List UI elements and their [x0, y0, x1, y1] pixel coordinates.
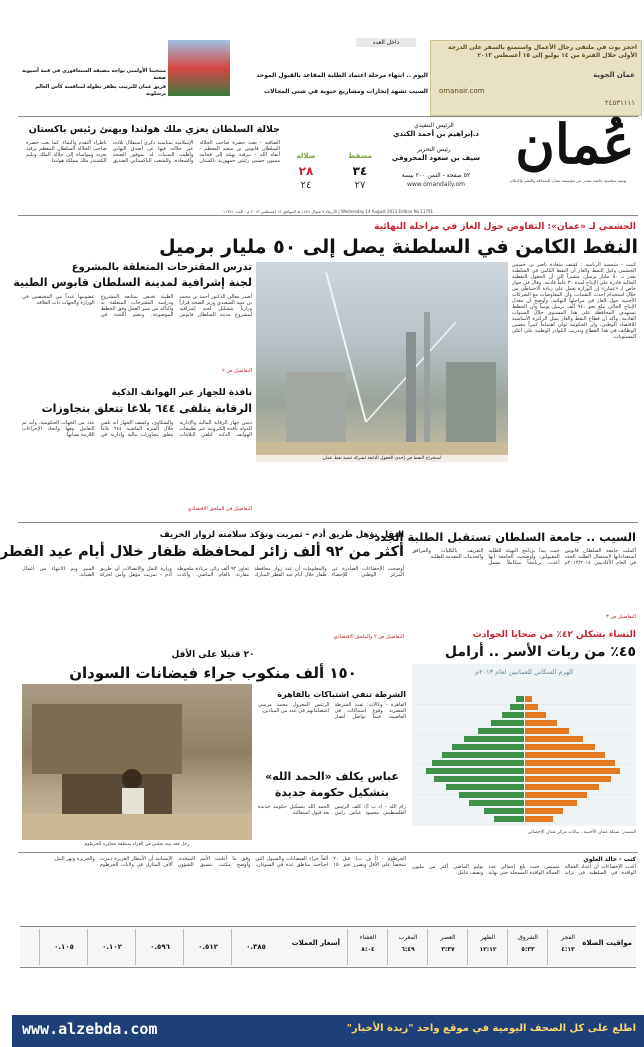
pages-info: ٥٢ صفحة - الثمن ٢٠٠ بيسة: [401, 172, 471, 179]
pyramid-bar-male: [478, 728, 524, 734]
ad-website: omanair.com: [439, 87, 485, 95]
inside-item-1[interactable]: اليوم .. انتهاء مرحلة اعتماد الطلبة المقاعد بالقبول الموحد: [256, 72, 428, 79]
pyramid-bar-male: [469, 800, 524, 806]
divider: [18, 215, 638, 216]
divider: [18, 522, 638, 523]
pyramid-bar-male: [510, 704, 524, 710]
hotlines-kicker[interactable]: نافذة للجهاز عبر الهواتف الذكية: [111, 388, 252, 398]
sudan-kicker[interactable]: ٢٠ قتيلا على الأقل: [171, 650, 255, 660]
weather-box: [282, 152, 384, 196]
pyramid-bar-female: [525, 800, 577, 806]
pyramid-bar-female: [525, 808, 563, 814]
sports-item-1[interactable]: منتخبنا الأولمبي يواجه مضيفه السنغافوري في قمة آسيوية صعبة: [22, 68, 166, 81]
dhofar-headline[interactable]: أكثر من ٩٢ ألف زائر لمحافظة ظفار خلال أيام عيد الفطر: [0, 544, 404, 560]
sports-item-2[interactable]: فريق عمان للترتيب يظفر بطولة لمنافسة كأس العالم برشلونة: [35, 84, 166, 97]
iraq-body: رام الله - (د ب أ): كلف الرئيس الفلسطيني محمود عباس رامي الحمد الله بتشكيل حكومة جديدة بعد قبول استقالته.: [258, 804, 406, 816]
pyramid-bar-female: [525, 760, 615, 766]
pyramid-bar-male: [484, 808, 524, 814]
inside-item-2[interactable]: السيب تشهد إنجازات ومشاريع حيوية في شتى المجالات: [264, 88, 428, 95]
pyramid-bar-male: [432, 760, 524, 766]
prayer-cell: [387, 929, 428, 965]
prayer-name: العصر: [440, 934, 456, 941]
prayer-cell: [507, 929, 548, 965]
pyramid-bar-male: [452, 744, 524, 750]
egypt-body: القاهرة - وكالات: نفت الشرطة المصرية وقوع اشتباكات في العاصمة، فيما تواصل أنصار الرئيس المعزول محمد مرسي اعتصاماتهم في عدد من الميادين.: [258, 702, 406, 720]
prayer-cell: [547, 929, 588, 965]
hotlines-headline[interactable]: الرقابة يتلقى ٦٤٤ بلاغا تتعلق بتجاوزات: [41, 402, 252, 415]
prayer-times: [348, 929, 588, 965]
khalid-body: أكدت الإحصاءات أن أعداد العمالة الوافدة في السلطنة في تزايد مستمر، حيث بلغ إجمالي عدد العمالة الوافدة المسجلة حتى نهاية يوليو الماضي أكثر من مليون ونصف عامل.: [412, 864, 636, 876]
lead-body: كتبت - شمسة الريامية : كشف سعادة ناصر بن خميس الجشمي وكيل النفط والغاز أن النفط الكامن في السلطنة يقدر بـ ٥٠ مليار برميل، مشيراً إلى أن الحقول النفطية الحالية قادرة على الإنتاج لمدة ٣٠ عاماً قادمة. وقال في حوار خاص لـ «عمان» إن الوزارة تعمل على زيادة الاحتياطي من خلال استخدام أحدث التقنيات، وأن المفاوضات مع الشركات الأجنبية حول الغاز في مراحلها النهائية. وأوضح أن معدل الإنتاج الحالي يبلغ نحو ٩٤٠ ألف برميل يومياً وأن الخطط تستهدف المحافظة على هذا المستوى خلال السنوات القادمة. وأكد أن قطاع النفط والغاز يمثل الركيزة الأساسية للاقتصاد الوطني، وأن الحكومة تولي اهتماماً كبيراً بتعمين الوظائف في هذا القطاع وتدريب الكوادر الوطنية على أعلى المستويات.: [512, 262, 636, 340]
masthead-tagline: يومية سياسية جامعة تصدر عن مؤسسة عمان للصحافة والنشر والإعلان: [509, 178, 627, 183]
currency-cell: ٠.٥٩٦: [135, 929, 184, 965]
prayer-time: ٤:١٣: [561, 946, 575, 953]
pyramid-bar-male: [459, 792, 524, 798]
refinery-photo: [256, 262, 508, 462]
refinery-caption: استخراج النفط في إحدى الحقول التابعة لشركة تنمية نفط عمان: [256, 455, 508, 462]
website-url[interactable]: www.omandaily.om: [406, 181, 465, 188]
founder-label: الرئيس التنفيذي: [414, 122, 454, 129]
prayer-name: الشروق: [518, 934, 538, 941]
prayer-label: مواقيت الصلاة: [582, 939, 632, 947]
pyramid-bar-female: [525, 728, 569, 734]
currency-cell: ٠.١٠٥: [39, 929, 88, 965]
hotlines-more[interactable]: التفاصيل في الملحق الاقتصادي: [187, 506, 252, 512]
pyramid-bar-female: [525, 784, 599, 790]
weather-city-1-low: ٢٧: [354, 180, 366, 191]
prayer-cell: [347, 929, 388, 965]
prayer-time: ٦:٤٩: [401, 946, 415, 953]
prayer-time: ٨:٠٤: [361, 946, 375, 953]
weather-city-2-high: ٢٨: [298, 164, 314, 178]
seeb-headline[interactable]: السيب .. جامعة السلطان تستقبل الطلبة الجدد: [374, 530, 636, 544]
pyramid-bar-female: [525, 704, 538, 710]
prayer-cell: [467, 929, 508, 965]
iraq-headline[interactable]: بتشكيل حكومة جديدة: [274, 786, 390, 799]
hotlines-body: دشن جهاز الرقابة المالية والإدارية للدولة نافذة إلكترونية عبر تطبيقات الهواتف الذكية لتلقي البلاغات والشكاوى، وكشف الجهاز أنه تلقى خلال الفترة الماضية ٦٤٤ بلاغاً تتعلق بتجاوزات مالية وإدارية في عدد من الجهات الحكومية، وأنه تم التعامل معها واتخاذ الإجراءات اللازمة بشأنها.: [22, 420, 252, 438]
pyramid-bar-female: [525, 720, 557, 726]
ad-airline: عمان الجوية: [593, 71, 635, 79]
bottom-banner[interactable]: [12, 1015, 644, 1047]
prayer-time: ٥:٣٣: [521, 946, 535, 953]
pakistan-headline[interactable]: جلالة السلطان يعزي ملك هولندا ويهنئ رئيس باكستان: [28, 124, 280, 135]
pyramid-bar-male: [426, 768, 524, 774]
pyramid-bar-male: [434, 776, 524, 782]
weather-city-1: مسقط: [348, 152, 372, 160]
ad-phone: ٢٤٥٣١١١١: [604, 99, 635, 107]
pyramid-bar-female: [525, 736, 583, 742]
pyramid-bar-female: [525, 768, 620, 774]
lead-headline[interactable]: النفط الكامن في السلطنة يصل إلى ٥٠ مليار برميل: [159, 236, 638, 258]
prayer-time: ٣:٣٧: [441, 946, 455, 953]
ad-headline: احجز بوث في ملتقى رجال الأعمال واستمتع بالسفر على الدرجة الأولى خلال الفترة من ١٤ يوليو إلى ١٥ أغسطس ٢٠١٣: [447, 44, 637, 59]
pyramid-chart: [412, 664, 636, 826]
pyramid-bar-male: [446, 784, 524, 790]
iraq-kicker[interactable]: عباس يكلف «الحمد الله»: [265, 770, 399, 783]
divider: [18, 852, 638, 853]
currency-cell: ٠.٥١٢: [183, 929, 232, 965]
qaboos-kicker[interactable]: تدرس المقترحات المتعلقة بالمشروع: [71, 262, 252, 273]
women-kicker[interactable]: النساء يشكلن ٤٢٪ من ضحايا الحوادث: [472, 630, 636, 640]
qaboos-more[interactable]: التفاصيل ص ٢: [222, 368, 252, 374]
dhofar-kicker[interactable]: النقل تؤهل طريق أدم - ثمريت وتؤكد سلامته لزوار الخريف: [159, 530, 404, 540]
info-table: [20, 926, 636, 968]
sudan-photo: [22, 684, 252, 840]
currency-label: أسعار العملات: [291, 939, 340, 947]
currency-values: [40, 929, 280, 965]
pyramid-bar-female: [525, 712, 546, 718]
sudan-caption: رجل فقد بيته يجلس في العراء بمنطقة مجاورة للخرطوم: [84, 842, 190, 847]
issue-tag: داخل العدد: [356, 38, 416, 47]
qaboos-headline[interactable]: لجنة إشرافية لمدينة السلطان قابوس الطبية: [13, 276, 252, 289]
pyramid-bar-female: [525, 744, 595, 750]
banner-url: www.alzebda.com: [22, 1020, 158, 1038]
refinery-illustration: [256, 262, 508, 462]
prayer-name: الظهر: [480, 934, 496, 941]
dhofar-more[interactable]: التفاصيل ص ٢ والملحق الاقتصادي: [333, 634, 404, 640]
prayer-time: ١٢:١٢: [479, 946, 497, 953]
pyramid-bar-female: [525, 696, 532, 702]
weather-city-2-low: ٢٤: [300, 180, 312, 191]
prayer-cell: [427, 929, 468, 965]
masthead-logo: عُمان: [515, 112, 635, 176]
editor-name: سيف بن سعود المحروقي: [391, 154, 481, 162]
sudan-illustration: [22, 684, 252, 840]
top-bar: [12, 0, 644, 36]
lead-kicker[interactable]: الجشمي لـ «عمان»: التفاوض حول الغاز في مراحله النهائية: [374, 222, 636, 232]
pyramid-bar-female: [525, 752, 605, 758]
sudan-headline[interactable]: ١٥٠ ألف منكوب جراء فيضانات السودان: [69, 664, 357, 682]
pyramid-bar-male: [491, 720, 524, 726]
prayer-name: العشاء: [359, 934, 377, 941]
dhofar-body: أوضحت الإحصاءات الصادرة عن المركز الوطني للإحصاء والمعلومات أن عدد زوار محافظة ظفار خلال أيام عيد الفطر المبارك تجاوز ٩٢ ألف زائر، بزيادة ملحوظة مقارنة بالعام الماضي. وأكدت وزارة النقل والاتصالات أن طريق أدم - ثمريت مؤهل وآمن لحركة السير وتم الانتهاء من أعمال الصيانة.: [22, 566, 404, 578]
prayer-name: المغرب: [398, 934, 418, 941]
women-headline[interactable]: ٤٥٪ من ربات الأسر .. أرامل: [444, 644, 636, 660]
prayer-name: الفجر: [561, 934, 575, 941]
pyramid-bar-male: [502, 712, 524, 718]
khalid-kicker[interactable]: كتب - خالد العلوي: [583, 856, 636, 863]
weather-city-2: صلالة: [296, 152, 316, 160]
pyramid-bar-female: [525, 792, 587, 798]
pakistan-body: الصافية - بعث حضرة صاحب الجلالة السلطان قابوس بن سعيد المعظم - أبقاه الله - ببرقية تهنئة إلى فخامة ممنون حسين رئيس جمهورية باكستان الإسلامية بمناسبة ذكرى استقلال بلاده، عبر جلالته فيها عن أصدق التهاني وأطيب التمنيات له بموفور الصحة والسعادة، وللشعب الباكستاني الصديق باطراد التقدم والنماء. كما بعث حضرة صاحب الجلالة السلطان المعظم برقية تعزية ومواساة إلى جلالة الملك ويليم ألكسندر ملك مملكة هولندا.: [26, 140, 280, 164]
pyramid-bar-female: [525, 776, 611, 782]
seeb-more[interactable]: التفاصيل ص ٣: [606, 614, 636, 620]
seeb-body: أكملت جامعة السلطان قابوس استعداداتها لاستقبال الطلبة الجدد في العام الأكاديمي ٢٠١٣/٢٠١٤م حيث يبدأ برنامج التهيئة للطلبة المقبولين. وأوضحت الجامعة أنها أعدت برنامجاً متكاملاً يشمل التعريف بالكليات والمرافق والخدمات المقدمة للطلبة.: [412, 548, 636, 566]
pyramid-bar-female: [525, 816, 553, 822]
pyramid-bar-male: [494, 816, 524, 822]
currency-cell: ٠.١٠٢: [87, 929, 136, 965]
pyramid-source: المصدر: شبكة عمان الأجنبية ، بيانات مركز عمان الإحصائي: [527, 830, 636, 835]
pyramid-bar-male: [442, 752, 524, 758]
pyramid-title: الهرم السكاني للعمانيين لعام ٢٠١٣م: [475, 668, 573, 676]
banner-slogan: اطلع على كل الصحف اليومية في موقع واحد "زبدة الأخبار": [346, 1023, 636, 1034]
date-line: Wednesday 14 August 2013 Edition No 11791 | الأربعاء ٧ شوال ١٤٣٤ هـ الموافق ١٤ أغسطس ٢٠١٣ م - العدد ١١٧٩١: [222, 209, 434, 214]
weather-city-1-high: ٣٤: [352, 164, 368, 178]
sports-photo: [168, 40, 230, 96]
founder-name: د.إبراهيم بن أحمد الكندي: [392, 130, 480, 138]
editor-label: رئيس التحرير: [417, 146, 451, 153]
qaboos-body: أصدر معالي الدكتور أحمد بن محمد بن عبيد السعيدي وزير الصحة قراراً وزارياً بتشكيل لجنة إشرافية لمشروع مدينة السلطان قابوس الطبية تختص بمتابعة المشروع ودراسة المقترحات المتعلقة به والتأكد من سير العمل وفق الخطط الموضوعة. وتضم اللجنة في عضويتها عدداً من المختصين في الوزارة والجهات ذات العلاقة.: [22, 294, 252, 318]
pyramid-bar-male: [516, 696, 524, 702]
pyramid-bar-male: [464, 736, 524, 742]
sudan-body: الخرطوم - (أ ف ب): قتل ٢٠ شخصاً على الأقل وتضرر نحو ١٥٠ ألفاً جراء الفيضانات والسيول التي اجتاحت مناطق عدة في السودان، وفق ما أعلنت الأمم المتحدة. وأوضح مكتب تنسيق الشؤون الإنسانية أن الأمطار الغزيرة دمرت آلاف المنازل في ولايات الخرطوم والجزيرة ونهر النيل.: [53, 856, 406, 868]
currency-cell: ٠.٣٨٥: [231, 929, 280, 965]
pyramid-bars: [412, 684, 636, 824]
top-advertisement[interactable]: [430, 40, 642, 116]
egypt-kicker[interactable]: الشرطة تنفي اشتباكات بالقاهرة: [277, 690, 406, 699]
